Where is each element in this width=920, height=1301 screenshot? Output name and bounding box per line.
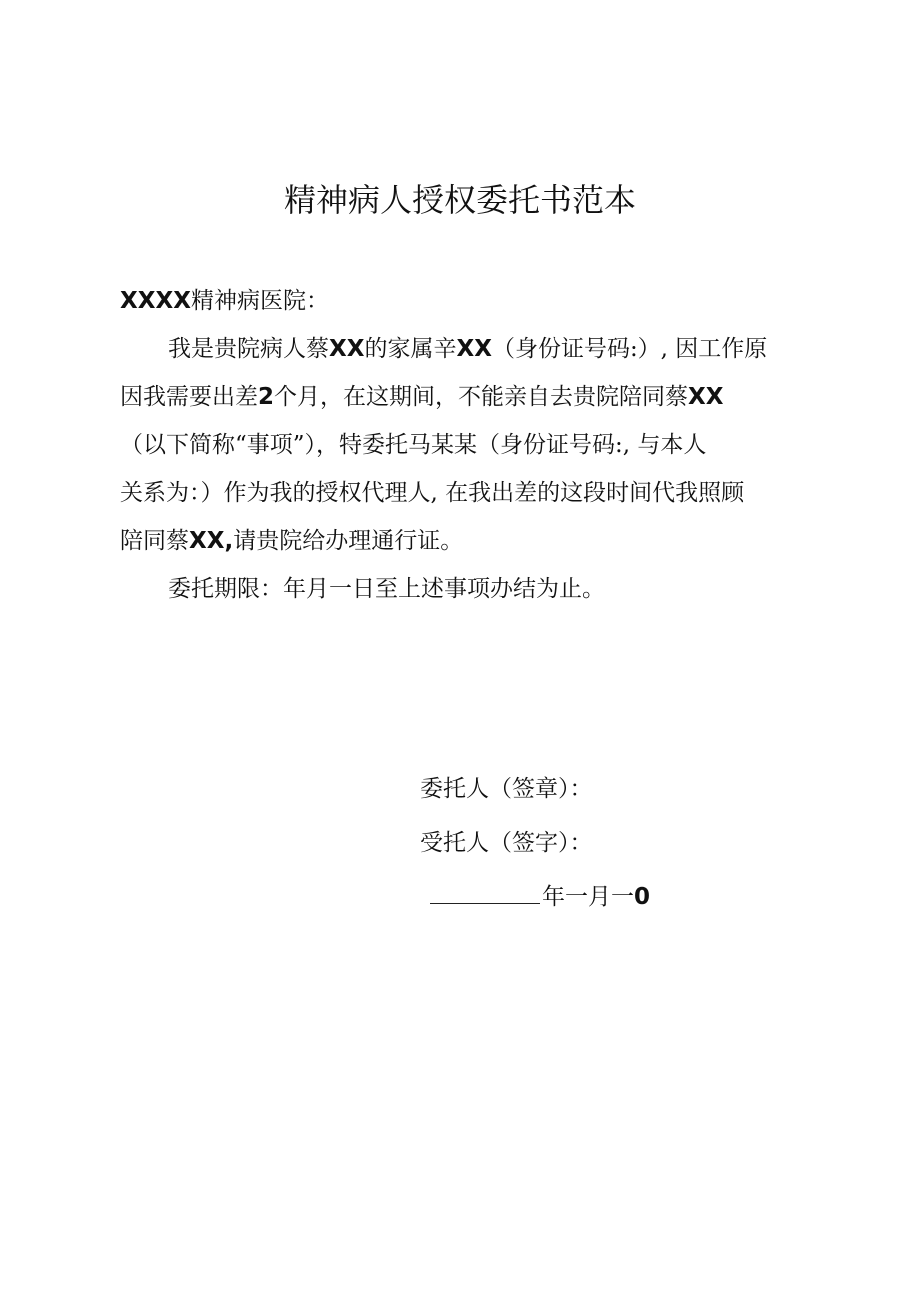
date-blank-underline — [430, 885, 540, 904]
salutation-text: 精神病医院： — [190, 288, 329, 314]
date-end: 0 — [634, 884, 651, 910]
text-segment: 个月，在这期间，不能亲自去贵院陪同蔡 — [274, 384, 689, 410]
date-text: 年一月一 — [542, 884, 634, 910]
principal-signature-label: 委托人（签章）： — [420, 776, 593, 802]
hospital-name-placeholder: XXXX — [120, 288, 191, 314]
document-title: 精神病人授权委托书范本 — [283, 181, 636, 219]
text-segment: 的家属辛 — [364, 336, 457, 362]
patient-name-placeholder: XX — [688, 384, 724, 410]
text-segment: 陪同蔡 — [120, 528, 189, 554]
paragraph1-line2 — [120, 373, 810, 421]
agent-signature-label: 受托人（签字）： — [420, 830, 593, 856]
letter-body — [120, 277, 810, 613]
duration-number: 2 — [258, 384, 275, 410]
patient-name-placeholder: XX — [329, 336, 365, 362]
paragraph1-line4: 关系为：）作为我的授权代理人, 在我出差的这段时间代我照顾 — [120, 480, 745, 506]
text-segment: 我是贵院病人蔡 — [168, 336, 329, 362]
text-segment: （身份证号码:）, 因工作原 — [491, 336, 768, 362]
text-segment: 请贵院给办理通行证。 — [233, 528, 464, 554]
patient-name-placeholder: XX, — [189, 528, 234, 554]
text-segment: 因我需要出差 — [120, 384, 258, 410]
paragraph1-line3: （以下简称“事项”），特委托马某某（身份证号码:, 与本人 — [120, 432, 707, 458]
paragraph1-line5 — [120, 517, 810, 565]
paragraph1-line1 — [120, 325, 810, 373]
salutation — [120, 277, 810, 325]
paragraph2-term: 委托期限：年月一日至上述事项办结为止。 — [168, 576, 605, 602]
signature-block — [420, 762, 650, 924]
family-name-placeholder: XX — [456, 336, 492, 362]
date-line — [420, 870, 650, 924]
